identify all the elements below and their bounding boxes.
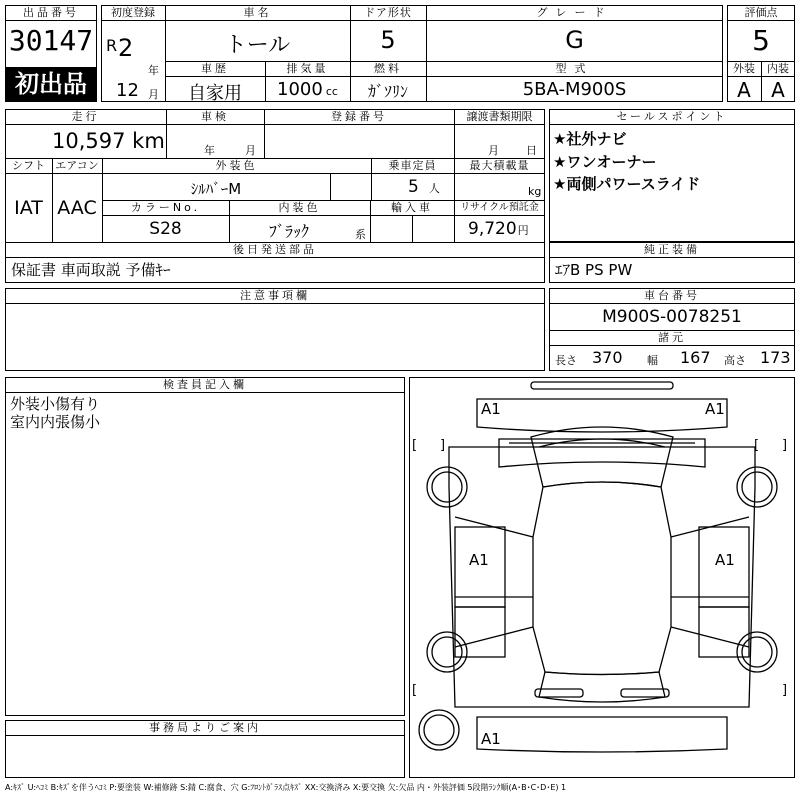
interior-label: 内装 xyxy=(767,62,789,75)
first-listing-badge: 初出品 xyxy=(6,67,96,101)
equipment-label: 純正装備 xyxy=(644,243,700,256)
capacity-value: 5 人 xyxy=(408,177,440,197)
bracket-5: [ xyxy=(412,683,418,698)
score-value: 5 xyxy=(752,24,770,57)
car-diagram xyxy=(409,377,795,778)
later-parts-value: 保証書 車両取説 予備ｷｰ xyxy=(11,261,171,279)
year-unit: 年 xyxy=(148,64,159,77)
height-value: 173 xyxy=(760,348,791,367)
interior-grade: A xyxy=(771,78,785,102)
inspector-label: 検査員記入欄 xyxy=(163,378,247,391)
bracket-1: [ xyxy=(412,438,418,453)
first-registration-label: 初度登録 xyxy=(111,6,155,19)
bracket-3: [ xyxy=(754,438,760,453)
load-label: 最大積載量 xyxy=(469,159,530,172)
ext-color-label: 外装色 xyxy=(215,159,258,172)
mileage-label: 走行 xyxy=(71,110,100,123)
grade-value: G xyxy=(565,26,584,54)
load-unit: kg xyxy=(528,185,542,198)
score-label: 評価点 xyxy=(744,6,778,19)
fuel-value: ｶﾞｿﾘﾝ xyxy=(367,82,408,101)
damage-mark-front-right: A1 xyxy=(705,400,725,418)
width-label: 幅 xyxy=(647,354,658,367)
door-value: 5 xyxy=(380,26,396,54)
transfer-month: 月 xyxy=(488,144,499,157)
aircon-label: エアコン xyxy=(55,159,99,172)
door-label: ドア形状 xyxy=(364,6,412,19)
color-no-label: カラーNo. xyxy=(130,201,201,214)
car-name: トール xyxy=(224,33,291,58)
fuel-label: 燃料 xyxy=(374,62,402,75)
inspection-month: 月 xyxy=(245,144,256,157)
sales-point-label: セールスポイント xyxy=(616,110,728,123)
shift-label: シフト xyxy=(12,159,45,172)
chassis-label: 車台番号 xyxy=(644,289,700,302)
registration-label: 登録番号 xyxy=(331,110,387,123)
displacement-value: 1000 cc xyxy=(277,79,338,100)
sales-point-1: ★社外ナビ xyxy=(553,130,627,148)
inspection-year: 年 xyxy=(204,144,215,157)
recycle-value: 9,720円 xyxy=(468,219,529,239)
length-value: 370 xyxy=(592,348,623,367)
lot-number: 30147 xyxy=(8,24,94,57)
history-label: 車歴 xyxy=(201,62,229,75)
height-label: 高さ xyxy=(724,354,746,367)
shift-value: IAT xyxy=(14,197,43,219)
model-label: 型式 xyxy=(555,62,594,75)
equipment-value: ｴｱB PS PW xyxy=(555,261,633,279)
lot-number-label: 出品番号 xyxy=(23,6,79,19)
inspector-line-1: 外装小傷有り xyxy=(10,395,101,413)
bracket-4: ] xyxy=(782,438,788,453)
office-label: 事務局よりご案内 xyxy=(149,721,261,734)
length-label: 長さ xyxy=(555,354,577,367)
capacity-label: 乗車定員 xyxy=(388,159,437,172)
damage-mark-front-left: A1 xyxy=(481,400,501,418)
dims-label: 諸元 xyxy=(658,331,686,344)
mileage-value: 10,597 km xyxy=(52,129,165,153)
first-reg-month: 12 xyxy=(116,80,139,101)
inspection-label: 車検 xyxy=(201,110,229,123)
recycle-label: リサイクル預託金 xyxy=(460,202,539,213)
int-color-unit: 系 xyxy=(355,228,366,241)
damage-mark-rear: A1 xyxy=(481,730,501,748)
bracket-6: ] xyxy=(782,683,788,698)
ext-color-value: ｼﾙﾊﾞｰM xyxy=(190,180,242,198)
exterior-label: 外装 xyxy=(733,62,755,75)
inspector-line-2: 室内内張傷小 xyxy=(10,413,101,431)
color-no-value: S28 xyxy=(149,219,182,239)
aircon-value: AAC xyxy=(57,197,97,219)
grade-label: グレード xyxy=(536,6,613,19)
car-name-label: 車名 xyxy=(243,6,272,19)
month-unit: 月 xyxy=(148,88,159,101)
exterior-grade: A xyxy=(737,78,751,102)
chassis-value: M900S-0078251 xyxy=(602,307,742,327)
width-value: 167 xyxy=(680,348,711,367)
era-letter: R xyxy=(106,36,118,55)
transfer-deadline-label: 譲渡書類期限 xyxy=(466,110,533,123)
displacement-label: 排気量 xyxy=(286,62,329,75)
sales-point-2: ★ワンオーナー xyxy=(553,153,657,171)
damage-mark-left-door: A1 xyxy=(469,551,489,569)
model-value: 5BA-M900S xyxy=(522,79,627,100)
notes-label: 注意事項欄 xyxy=(240,289,310,302)
legend-text: A:ｷｽﾞ U:ﾍｺﾐ B:ｷｽﾞを伴うﾍｺﾐ P:要塗装 W:補修跡 S:錆 C:腐食、穴 G:ﾌﾛﾝﾄｶﾞﾗｽ点ｷｽﾞ XX:交換済み X:要交換 欠:欠品 内・外装評価 5段階ﾗﾝｸ順(A･B･C･D･E) 1 xyxy=(5,783,567,792)
damage-mark-right-door: A1 xyxy=(715,551,735,569)
history-value: 自家用 xyxy=(188,83,242,104)
import-label: 輸入車 xyxy=(391,201,433,214)
transfer-day: 日 xyxy=(526,144,537,157)
bracket-2: ] xyxy=(440,438,446,453)
later-parts-label: 後日発送部品 xyxy=(233,243,317,256)
int-color-label: 内装色 xyxy=(278,201,321,214)
int-color-value: ﾌﾞﾗｯｸ xyxy=(268,222,309,241)
first-reg-year: 2 xyxy=(118,34,134,62)
sales-point-3: ★両側パワースライド xyxy=(553,175,701,193)
